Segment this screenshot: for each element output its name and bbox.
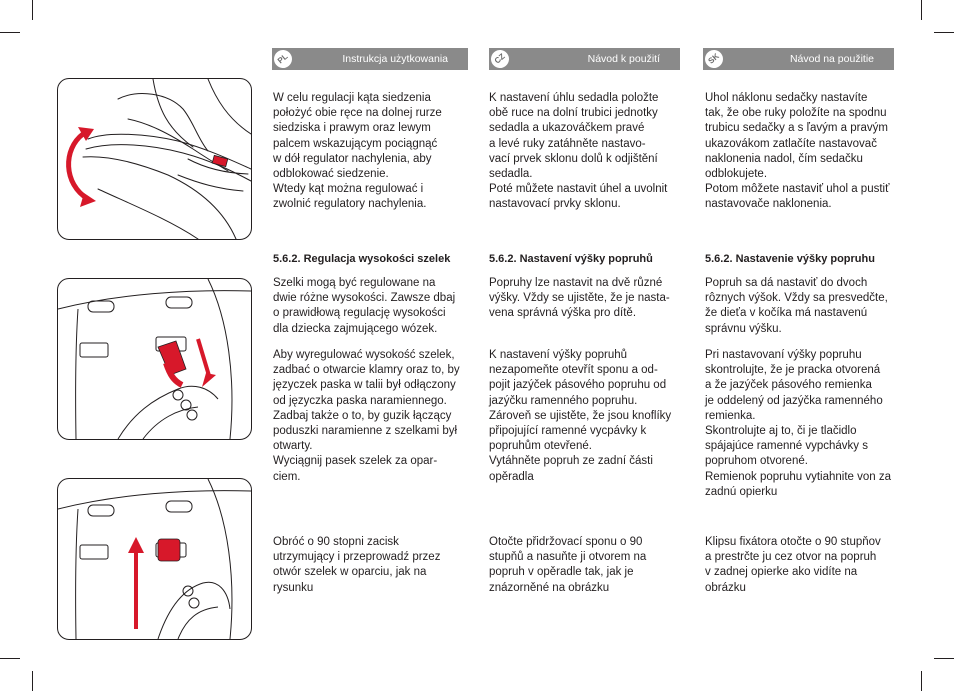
pl-section-heading: 5.6.2. Regulacja wysokości szelek — [273, 253, 451, 265]
header-pl — [272, 48, 468, 70]
clip-rotate-illustration — [58, 479, 251, 639]
crop-mark — [934, 658, 954, 659]
pl-recline-text: W celu regulacji kąta siedzenia położyć obie ręce na dolnej rurze siedziska i prawym oraz lewym palcem wskazującym pociągnąć w dół regulator nachylenia, aby odblokować siedzenie. Wtedy kąt można regulować i zwolnić regulatory nachylenia. — [273, 92, 442, 211]
crop-mark — [934, 32, 954, 33]
cz-height-steps: K nastavení výšky popruhů nezapomeňte otevřít sponu a od- pojit jazýček pásového popruhu od jazýčku ramenného popruhu. Zároveň se ujistěte, že jsou knoflíky připojující ramenné vycpávky k popruhům otevřené. Vytáhněte popruh ze zadní části opěradla — [489, 349, 672, 483]
header-title-pl: Instrukcja użytkowania — [342, 53, 448, 65]
header-title-cz: Návod k použití — [587, 53, 660, 65]
harness-slot-figure — [57, 278, 252, 440]
sk-height-steps: Pri nastavovaní výšky popruhu skontrolujte, že je pracka otvorená a že jazýček pásového remienka je oddelený od jazýčka ramenného remienka. Skontrolujte aj to, či je tlačidlo spájajúce ramenné vypchávky s popruhom otvorené. Remienok popruhu vytiahnite von za zadnú opierku — [705, 349, 892, 498]
language-badge-pl: PL — [270, 46, 295, 71]
sk-clip-text: Klipsu fixátora otočte o 90 stupňov a prestrčte ju cez otvor na popruh v zadnej opierke ako vidíte na obrázku — [705, 536, 881, 594]
cz-recline-text: K nastavení úhlu sedadla položte obě ruce na dolní trubici jednotky sedadla a ukazováčkem pravé a levé ruky zatáhněte nastavo- vací prvek sklonu dolů k odjištění sedadla. Poté můžete nastavit úhel a uvolnit nastavovací prvky sklonu. — [489, 92, 668, 211]
recline-illustration — [58, 79, 251, 239]
cz-section-heading: 5.6.2. Nastavení výšky popruhů — [489, 253, 653, 265]
pl-clip-text: Obróć o 90 stopni zacisk utrzymujący i przeprowadź przez otwór szelek w oparciu, jak na rysunku — [273, 536, 441, 594]
sk-height-intro: Popruh sa dá nastaviť do dvoch rôznych výšok. Vždy sa presvedčte, že dieťa v kočíka má nastavenú správnu výšku. — [705, 277, 888, 335]
language-badge-cz: CZ — [487, 46, 512, 71]
crop-mark — [32, 671, 33, 691]
pl-height-steps: Aby wyregulować wysokość szelek, zadbać o otwarcie klamry oraz to, by języczek paska w talii był odłączony od języczka paska naramiennego. Zadbaj także o to, by guzik łączący poduszki naramienne z szelkami był otwarty. Wyciągnij pasek szelek za opar- ciem. — [273, 349, 460, 483]
crop-mark — [921, 671, 922, 691]
crop-mark — [32, 0, 33, 20]
crop-mark — [921, 0, 922, 20]
header-cz — [489, 48, 680, 70]
sk-recline-text: Uhol náklonu sedačky nastavíte tak, že obe ruky položíte na spodnu trubicu sedačky a s ľavým a pravým ukazovákom zatlačíte nastavovač naklonenia nadol, čím sedačku odblokujete. Potom môžete nastaviť uhol a pustiť nastavovače naklonenia. — [705, 92, 890, 211]
sk-section-heading: 5.6.2. Nastavenie výšky popruhu — [705, 253, 875, 265]
recline-figure — [57, 78, 252, 240]
crop-mark — [0, 658, 20, 659]
header-title-sk: Návod na použitie — [789, 53, 874, 65]
harness-slot-illustration — [58, 279, 251, 439]
clip-rotate-figure — [57, 478, 252, 640]
cz-height-intro: Popruhy lze nastavit na dvě různé výšky. Vždy se ujistěte, že je nasta- vena správná výška pro dítě. — [489, 277, 670, 320]
language-badge-sk: SK — [701, 46, 726, 71]
crop-mark — [0, 32, 20, 33]
pl-height-intro: Szelki mogą być regulowane na dwie różne wysokości. Zawsze dbaj o prawidłową regulację wysokości dla dziecka zajmującego wózek. — [273, 277, 456, 335]
cz-clip-text: Otočte přidržovací sponu o 90 stupňů a nasuňte ji otvorem na popruh v opěradle tak, jak je znázorněné na obrázku — [489, 536, 647, 594]
header-sk — [703, 48, 894, 70]
